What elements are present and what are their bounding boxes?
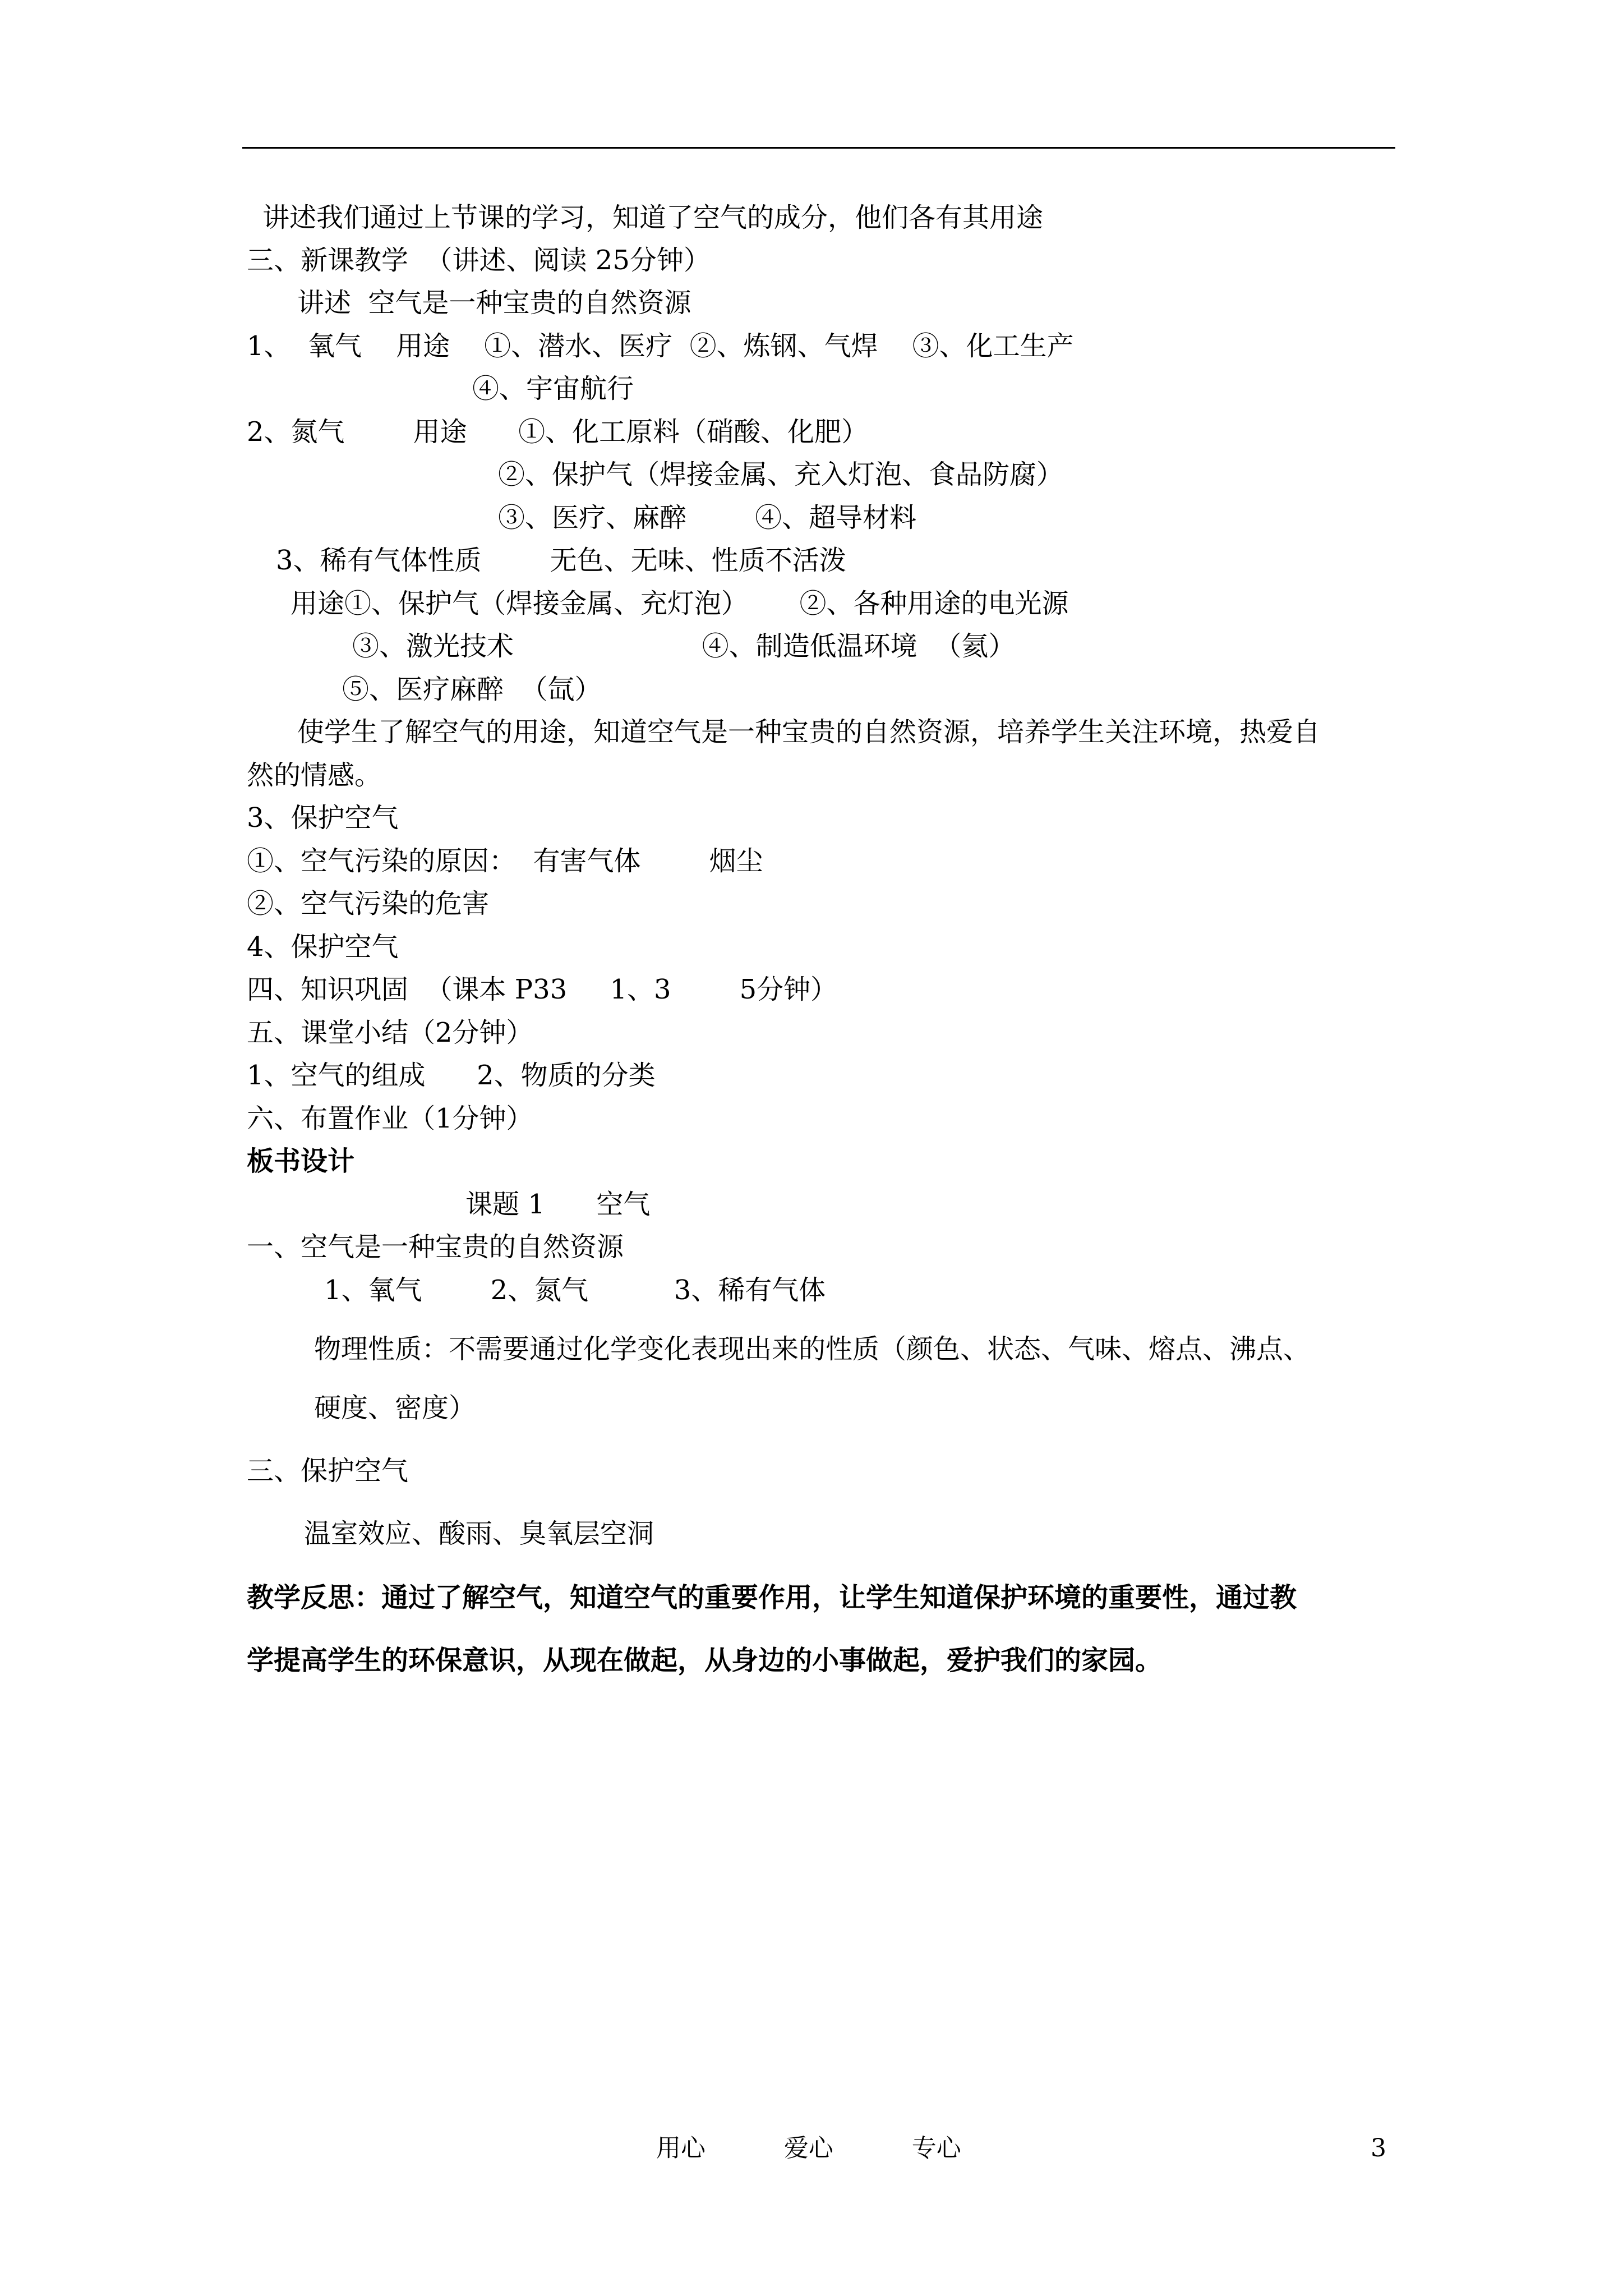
text-line: 然的情感。 — [247, 760, 382, 791]
text-line: 温室效应、酸雨、臭氧层空洞 — [304, 1518, 654, 1549]
text-line: 1、氧气 2、氮气 3、稀有气体 — [324, 1274, 826, 1306]
text-line: 1、空气的组成 2、物质的分类 — [247, 1060, 656, 1091]
reflection-text: 学提高学生的环保意识，从现在做起，从身边的小事做起，爱护我们的家园。 — [247, 1645, 1163, 1676]
text-line: 使学生了解空气的用途，知道空气是一种宝贵的自然资源，培养学生关注环境，热爱自 — [297, 716, 1321, 748]
reflection-text: 教学反思：通过了解空气，知道空气的重要作用，让学生知道保护环境的重要性，通过教 — [247, 1582, 1297, 1613]
section-heading: 三、新课教学 （讲述、阅读 25分钟） — [247, 245, 711, 276]
text-line: 硬度、密度） — [314, 1392, 476, 1424]
text-line: 讲述我们通过上节课的学习，知道了空气的成分，他们各有其用途 — [262, 202, 1044, 233]
text-line: 用途①、保护气（焊接金属、充灯泡） ②、各种用途的电光源 — [291, 588, 1069, 619]
text-line: ④、宇宙航行 — [472, 373, 634, 404]
text-line: 3、保护空气 — [247, 802, 399, 834]
text-line: 物理性质：不需要通过化学变化表现出来的性质（颜色、状态、气味、熔点、沸点、 — [314, 1333, 1311, 1365]
footer-motto: 用心 爱心 专心 — [656, 2134, 961, 2162]
section-heading: 六、布置作业（1分钟） — [247, 1103, 533, 1134]
section-heading: 四、知识巩固 （课本 P33 1、3 5分钟） — [247, 974, 838, 1005]
text-line: ③、医疗、麻醉 ④、超导材料 — [498, 502, 917, 533]
text-line: ③、激光技术 ④、制造低温环境 （氦） — [352, 631, 1016, 662]
section-heading: 五、课堂小结（2分钟） — [247, 1017, 533, 1048]
text-line: 2、氮气 用途 ①、化工原料（硝酸、化肥） — [247, 416, 869, 448]
text-line: ②、保护气（焊接金属、充入灯泡、食品防腐） — [498, 459, 1064, 490]
text-line: 一、空气是一种宝贵的自然资源 — [247, 1231, 624, 1263]
board-design-heading: 板书设计 — [247, 1145, 355, 1177]
board-title: 课题 1 空气 — [465, 1189, 651, 1220]
text-line: 1、 氧气 用途 ①、潜水、医疗 ②、炼钢、气焊 ③、化工生产 — [247, 330, 1074, 362]
text-line: 3、稀有气体性质 无色、无味、性质不活泼 — [276, 545, 846, 576]
text-line: ②、空气污染的危害 — [247, 888, 490, 919]
page-number: 3 — [1371, 2134, 1386, 2162]
text-line: 4、保护空气 — [247, 931, 399, 963]
text-line: 讲述 空气是一种宝贵的自然资源 — [297, 287, 691, 319]
text-line: 三、保护空气 — [247, 1455, 409, 1487]
text-line: ①、空气污染的原因： 有害气体 烟尘 — [247, 845, 763, 877]
header-rule — [242, 147, 1395, 149]
text-line: ⑤、医疗麻醉 （氙） — [342, 674, 602, 705]
